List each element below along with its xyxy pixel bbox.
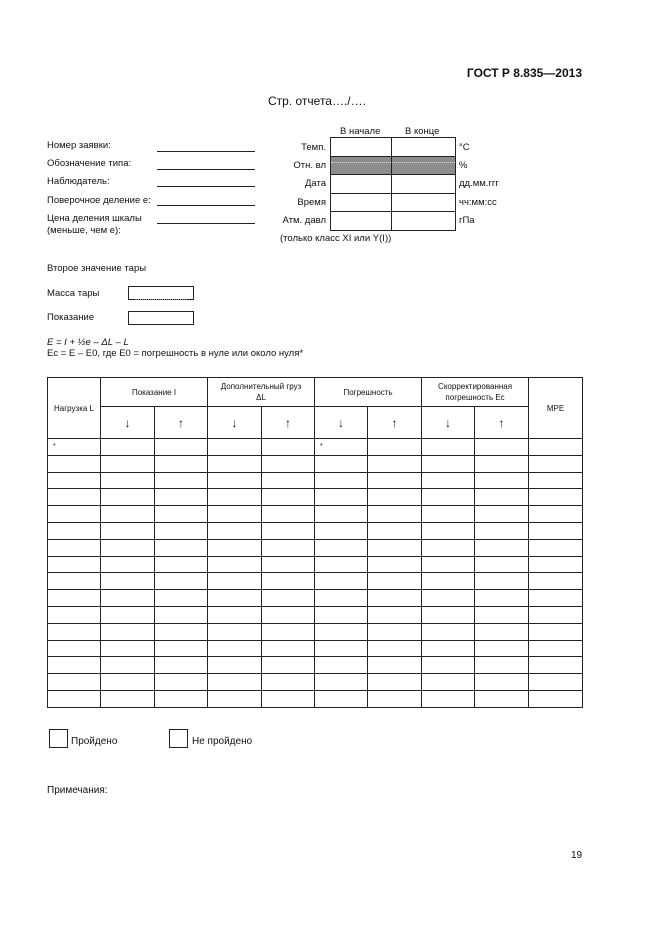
- table-cell[interactable]: [368, 539, 422, 556]
- table-row: [48, 606, 583, 623]
- table-row: [48, 590, 583, 607]
- scale-interval-line[interactable]: [157, 223, 255, 224]
- env-pressure-unit: гПа: [459, 215, 475, 226]
- standard-number: ГОСТ Р 8.835—2013: [466, 66, 582, 80]
- table-cell[interactable]: [48, 606, 101, 623]
- table-cell[interactable]: [529, 623, 583, 640]
- table-cell[interactable]: [422, 472, 475, 489]
- table-cell[interactable]: [262, 573, 315, 590]
- table-row: [48, 556, 583, 573]
- table-row: [48, 623, 583, 640]
- table-cell[interactable]: [529, 472, 583, 489]
- table-cell[interactable]: [315, 590, 368, 607]
- table-cell[interactable]: [475, 455, 529, 472]
- tare-reading-label: Показание: [47, 312, 95, 323]
- table-cell[interactable]: [368, 506, 422, 523]
- table-cell[interactable]: [368, 522, 422, 539]
- passed-label: Пройдено: [71, 736, 118, 747]
- formula-corrected: Ec = E – E0, где E0 = погрешность в нуле или около нуля*: [47, 348, 304, 359]
- table-cell[interactable]: [422, 439, 475, 456]
- table-cell[interactable]: [368, 606, 422, 623]
- header-error: Погрешность: [315, 378, 422, 407]
- table-cell[interactable]: [475, 522, 529, 539]
- tare-reading-field[interactable]: [128, 311, 194, 325]
- table-cell[interactable]: [48, 573, 101, 590]
- table-cell[interactable]: [529, 573, 583, 590]
- table-cell[interactable]: [208, 606, 262, 623]
- table-cell[interactable]: [315, 573, 368, 590]
- table-row: [48, 539, 583, 556]
- table-cell[interactable]: [475, 439, 529, 456]
- table-cell[interactable]: [315, 489, 368, 506]
- table-cell[interactable]: [48, 690, 101, 707]
- table-cell[interactable]: [48, 472, 101, 489]
- table-cell[interactable]: [155, 573, 208, 590]
- table-cell[interactable]: [315, 556, 368, 573]
- formula-error: E = I + ½e – ΔL – L: [47, 337, 129, 348]
- arrow-down-icon: ↓: [315, 407, 368, 439]
- tare-mass-label: Масса тары: [47, 288, 100, 299]
- table-cell[interactable]: [368, 590, 422, 607]
- table-cell[interactable]: [529, 556, 583, 573]
- table-cell[interactable]: [315, 539, 368, 556]
- table-cell[interactable]: [262, 472, 315, 489]
- measurement-table: [47, 377, 583, 708]
- table-cell[interactable]: [48, 539, 101, 556]
- table-cell[interactable]: [368, 439, 422, 456]
- table-cell[interactable]: [422, 606, 475, 623]
- table-cell[interactable]: [208, 573, 262, 590]
- table-cell[interactable]: [529, 539, 583, 556]
- table-cell[interactable]: [262, 455, 315, 472]
- passed-checkbox[interactable]: [49, 729, 68, 748]
- table-cell[interactable]: [529, 674, 583, 691]
- table-cell[interactable]: [368, 640, 422, 657]
- env-time-label: Время: [297, 197, 326, 208]
- table-cell[interactable]: *: [48, 439, 101, 456]
- table-cell[interactable]: [101, 623, 155, 640]
- table-cell[interactable]: [529, 522, 583, 539]
- table-cell[interactable]: [208, 455, 262, 472]
- table-cell[interactable]: [155, 690, 208, 707]
- table-cell[interactable]: [262, 522, 315, 539]
- request-number-line[interactable]: [157, 151, 255, 152]
- env-start-header: В начале: [340, 126, 381, 137]
- table-cell[interactable]: [315, 606, 368, 623]
- table-cell[interactable]: [422, 674, 475, 691]
- env-time-unit: чч:мм:сс: [459, 197, 497, 208]
- env-temp-label: Темп.: [301, 142, 326, 153]
- table-cell[interactable]: [48, 674, 101, 691]
- table-cell[interactable]: [262, 590, 315, 607]
- table-cell[interactable]: [422, 657, 475, 674]
- table-cell[interactable]: [155, 489, 208, 506]
- table-cell[interactable]: [208, 657, 262, 674]
- table-cell[interactable]: *: [315, 439, 368, 456]
- table-cell[interactable]: [155, 522, 208, 539]
- table-cell[interactable]: [208, 522, 262, 539]
- environment-grid[interactable]: [330, 137, 456, 231]
- table-cell[interactable]: [48, 623, 101, 640]
- table-row: [48, 573, 583, 590]
- table-cell[interactable]: [101, 690, 155, 707]
- table-cell[interactable]: [208, 674, 262, 691]
- table-cell[interactable]: [422, 489, 475, 506]
- table-cell[interactable]: [315, 455, 368, 472]
- arrow-up-icon: ↑: [368, 407, 422, 439]
- env-date-unit: дд.мм.ггг: [459, 178, 499, 189]
- table-cell[interactable]: [475, 640, 529, 657]
- env-date-label: Дата: [304, 178, 326, 189]
- table-cell[interactable]: [262, 674, 315, 691]
- table-cell[interactable]: [262, 640, 315, 657]
- header-corrected-error: Скорректированная погрешность Ec: [422, 378, 529, 407]
- request-number-label: Номер заявки:: [47, 140, 111, 151]
- table-cell[interactable]: [475, 674, 529, 691]
- table-row: [48, 439, 583, 456]
- table-cell[interactable]: [262, 690, 315, 707]
- table-row: [48, 690, 583, 707]
- arrow-up-icon: ↑: [475, 407, 529, 439]
- table-cell[interactable]: [368, 455, 422, 472]
- env-humidity-label: Отн. вл: [293, 160, 326, 171]
- table-cell[interactable]: [475, 606, 529, 623]
- table-cell[interactable]: [101, 556, 155, 573]
- table-cell[interactable]: [475, 573, 529, 590]
- table-cell[interactable]: [208, 640, 262, 657]
- table-cell[interactable]: [475, 539, 529, 556]
- table-cell[interactable]: [475, 590, 529, 607]
- notes-label: Примечания:: [47, 785, 108, 796]
- table-cell[interactable]: [262, 489, 315, 506]
- table-cell[interactable]: [155, 657, 208, 674]
- table-cell[interactable]: [101, 606, 155, 623]
- table-cell[interactable]: [262, 506, 315, 523]
- page-number: 19: [571, 850, 583, 861]
- table-cell[interactable]: [208, 439, 262, 456]
- table-cell[interactable]: [262, 606, 315, 623]
- table-cell[interactable]: [529, 455, 583, 472]
- table-cell[interactable]: [48, 556, 101, 573]
- table-cell[interactable]: [48, 455, 101, 472]
- arrow-up-icon: ↑: [155, 407, 208, 439]
- table-cell[interactable]: [368, 556, 422, 573]
- table-cell[interactable]: [155, 455, 208, 472]
- arrow-down-icon: ↓: [422, 407, 475, 439]
- table-cell[interactable]: [422, 573, 475, 590]
- table-cell[interactable]: [155, 506, 208, 523]
- table-cell[interactable]: [315, 506, 368, 523]
- observer-label: Наблюдатель:: [47, 176, 110, 187]
- table-cell[interactable]: [368, 657, 422, 674]
- table-row: [48, 472, 583, 489]
- observer-line[interactable]: [157, 186, 255, 187]
- table-cell[interactable]: [155, 606, 208, 623]
- table-cell[interactable]: [208, 506, 262, 523]
- table-row: [48, 489, 583, 506]
- verification-interval-label: Поверочное деление е:: [47, 195, 151, 206]
- table-row: [48, 506, 583, 523]
- table-cell[interactable]: [529, 506, 583, 523]
- table-cell[interactable]: [368, 573, 422, 590]
- table-cell[interactable]: [208, 623, 262, 640]
- table-cell[interactable]: [48, 522, 101, 539]
- scale-interval-label: Цена деления шкалы: [47, 213, 142, 224]
- failed-checkbox[interactable]: [169, 729, 188, 748]
- table-cell[interactable]: [155, 472, 208, 489]
- table-cell[interactable]: [155, 640, 208, 657]
- table-cell[interactable]: [48, 506, 101, 523]
- arrow-up-icon: ↑: [262, 407, 315, 439]
- table-cell[interactable]: [48, 640, 101, 657]
- table-cell[interactable]: [101, 657, 155, 674]
- table-row: [48, 455, 583, 472]
- table-cell[interactable]: [262, 539, 315, 556]
- table-cell[interactable]: [422, 623, 475, 640]
- table-cell[interactable]: [101, 489, 155, 506]
- table-cell[interactable]: [368, 472, 422, 489]
- table-cell[interactable]: [315, 522, 368, 539]
- table-cell[interactable]: [315, 657, 368, 674]
- table-cell[interactable]: [101, 573, 155, 590]
- table-cell[interactable]: [475, 657, 529, 674]
- table-cell[interactable]: [155, 590, 208, 607]
- env-pressure-label: Атм. давл: [282, 215, 326, 226]
- table-cell[interactable]: [422, 590, 475, 607]
- table-cell[interactable]: [529, 489, 583, 506]
- failed-label: Не пройдено: [192, 736, 253, 747]
- table-cell[interactable]: [422, 640, 475, 657]
- table-cell[interactable]: [208, 489, 262, 506]
- table-cell[interactable]: [101, 439, 155, 456]
- type-designation-label: Обозначение типа:: [47, 158, 132, 169]
- table-cell[interactable]: [208, 590, 262, 607]
- table-cell[interactable]: [475, 556, 529, 573]
- table-cell[interactable]: [422, 556, 475, 573]
- table-cell[interactable]: [155, 556, 208, 573]
- table-cell[interactable]: [475, 623, 529, 640]
- table-cell[interactable]: [101, 522, 155, 539]
- table-cell[interactable]: [262, 657, 315, 674]
- table-cell[interactable]: [262, 556, 315, 573]
- table-cell[interactable]: [208, 539, 262, 556]
- table-cell[interactable]: [101, 590, 155, 607]
- table-cell[interactable]: [155, 439, 208, 456]
- env-temp-unit: °C: [459, 142, 470, 153]
- table-cell[interactable]: [208, 690, 262, 707]
- table-cell[interactable]: [529, 439, 583, 456]
- env-footnote: (только класс XI или Y(I)): [280, 233, 392, 244]
- table-cell[interactable]: [475, 472, 529, 489]
- table-cell[interactable]: [529, 690, 583, 707]
- table-cell[interactable]: [529, 590, 583, 607]
- tare-mass-field[interactable]: [128, 286, 194, 300]
- table-cell[interactable]: [422, 455, 475, 472]
- table-cell[interactable]: [422, 690, 475, 707]
- tare-heading: Второе значение тары: [47, 263, 147, 274]
- table-row: [48, 640, 583, 657]
- header-extra-weight: Дополнительный груз ΔL: [208, 378, 315, 407]
- table-cell[interactable]: [48, 489, 101, 506]
- type-designation-line[interactable]: [157, 169, 255, 170]
- table-cell[interactable]: [101, 455, 155, 472]
- table-cell[interactable]: [529, 606, 583, 623]
- table-cell[interactable]: [208, 472, 262, 489]
- table-cell[interactable]: [101, 640, 155, 657]
- table-cell[interactable]: [368, 623, 422, 640]
- table-body: [48, 439, 583, 708]
- header-reading: Показание I: [101, 378, 208, 407]
- table-cell[interactable]: [422, 539, 475, 556]
- table-cell[interactable]: [208, 556, 262, 573]
- table-cell[interactable]: [368, 690, 422, 707]
- table-cell[interactable]: [155, 674, 208, 691]
- table-row: [48, 657, 583, 674]
- table-cell[interactable]: [101, 539, 155, 556]
- env-end-header: В конце: [405, 126, 440, 137]
- humidity-shaded-row: [331, 156, 455, 174]
- table-cell[interactable]: [101, 674, 155, 691]
- scale-interval-label-2: (меньше, чем е):: [47, 225, 121, 236]
- arrow-down-icon: ↓: [208, 407, 262, 439]
- table-cell[interactable]: [475, 690, 529, 707]
- header-mpe: MPE: [529, 378, 583, 439]
- table-cell[interactable]: [155, 539, 208, 556]
- env-humidity-unit: %: [459, 160, 468, 171]
- table-cell[interactable]: [48, 590, 101, 607]
- table-cell[interactable]: [475, 489, 529, 506]
- header-load: Нагрузка L: [48, 378, 101, 439]
- table-cell[interactable]: [422, 522, 475, 539]
- report-page-label: Стр. отчета…./….: [268, 94, 366, 108]
- table-cell[interactable]: [315, 674, 368, 691]
- arrow-down-icon: ↓: [101, 407, 155, 439]
- table-cell[interactable]: [101, 506, 155, 523]
- table-cell[interactable]: [422, 506, 475, 523]
- table-cell[interactable]: [48, 657, 101, 674]
- table-cell[interactable]: [315, 640, 368, 657]
- table-cell[interactable]: [262, 623, 315, 640]
- table-cell[interactable]: [101, 472, 155, 489]
- table-cell[interactable]: [262, 439, 315, 456]
- table-cell[interactable]: [368, 489, 422, 506]
- table-cell[interactable]: [368, 674, 422, 691]
- table-row: [48, 674, 583, 691]
- table-cell[interactable]: [315, 472, 368, 489]
- table-row: [48, 522, 583, 539]
- table-cell[interactable]: [529, 657, 583, 674]
- table-cell[interactable]: [529, 640, 583, 657]
- table-cell[interactable]: [315, 690, 368, 707]
- table-cell[interactable]: [475, 506, 529, 523]
- table-cell[interactable]: [155, 623, 208, 640]
- verification-interval-line[interactable]: [157, 205, 255, 206]
- table-cell[interactable]: [315, 623, 368, 640]
